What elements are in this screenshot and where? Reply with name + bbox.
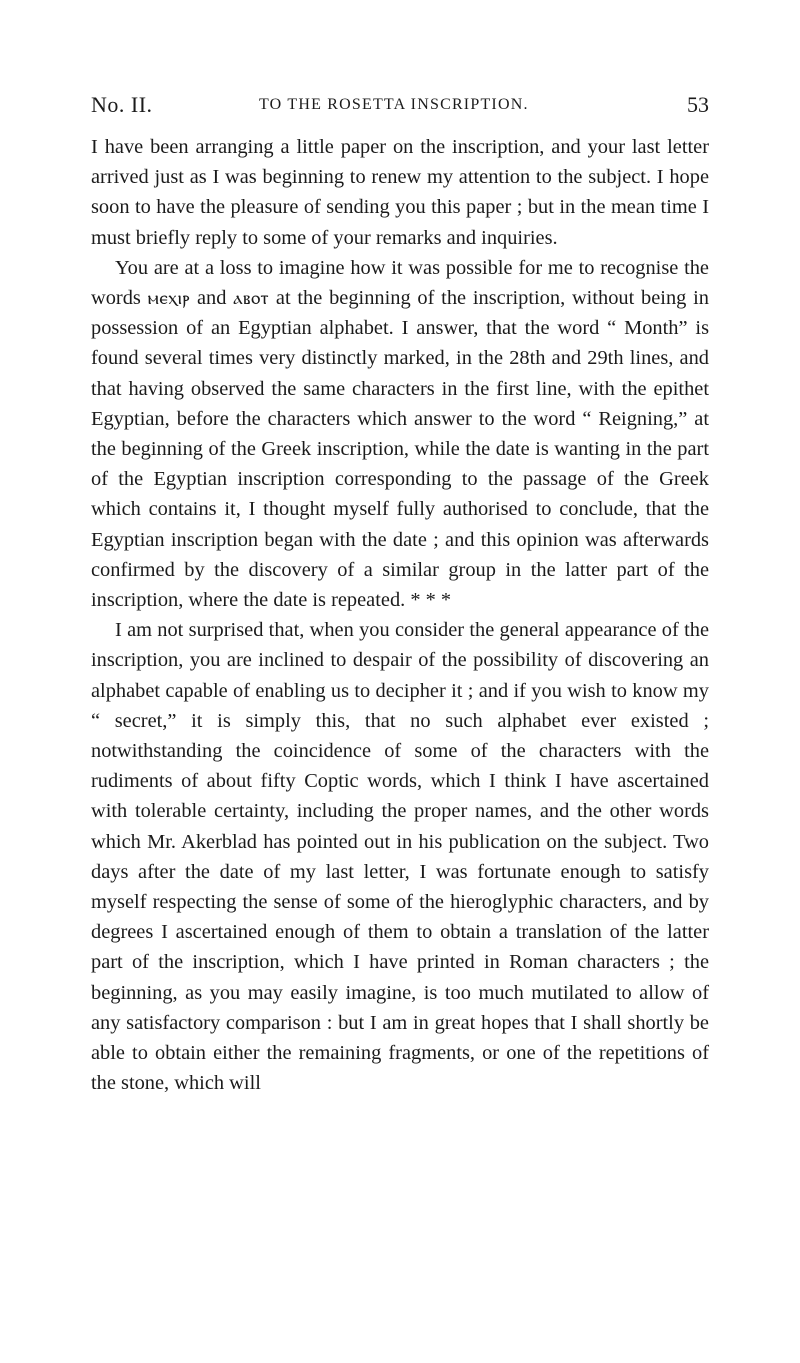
paragraph-2-continuation: at the beginning of the inscription, without being in possession of an Egyptian alphabet. I answer, that the word “ Month” is found several times very distinctly marked, in the 28th and 29th lines, and that having observed the same characters in the first line, with the epithet Egyptian, before the characters which answer to the word “ Reigning,” at the beginning of the Greek inscription, while the date is wanting in the part of the Egyptian inscription corresponding to the passage of the Greek which contains it, I thought myself fully authorised to conclude, that the Egyptian inscription began with the date ; and this opinion was afterwards confirmed by the discovery of a similar group in the latter part of the inscription, where the date is repeated. * * * (91, 287, 709, 612)
paragraph-2-conjunction: and (196, 287, 227, 310)
paragraph-1: I have been arranging a little paper on the inscription, and your last letter arrived just as I was beginning to renew my attention to the subject. I hope soon to have the pleasure of sending you this paper ; but in the mean time I must briefly reply to some of your remarks and inquiries. (91, 136, 709, 249)
running-head (91, 92, 709, 126)
running-title: TO THE ROSETTA INSCRIPTION. (259, 96, 529, 113)
page-number: 53 (687, 92, 709, 117)
section-number: No. II. (91, 92, 153, 117)
body-text (91, 132, 709, 1099)
coptic-word-abot: ⲁⲃⲟⲧ (233, 287, 270, 310)
paragraph-3: I am not surprised that, when you consider the general appearance of the inscription, you are inclined to despair of the possibility of discovering an alphabet capable of enabling us to decipher it ; and if you wish to know my “ secret,” it is simply this, that no such alphabet ever existed ; notwithstanding the coincidence of some of the characters with the rudiments of about fifty Coptic words, which I think I have ascertained with tolerable certainty, including the proper names, and the other words which Mr. Akerblad has pointed out in his publication on the subject. Two days after the date of my last letter, I was fortunate enough to satisfy myself respecting the sense of some of the hieroglyphic characters, and by degrees I ascertained enough of them to obtain a translation of the latter part of the inscription, which I have printed in Roman characters ; the beginning, as you may easily imagine, is too much mutilated to allow of any satisfactory comparison : but I am in great hopes that I shall shortly be able to obtain either the remaining fragments, or one of the repetitions of the stone, which will (91, 619, 709, 1095)
paragraph-2-opening: You are at a loss to imagine how it was possible for me to recognise the words (91, 256, 709, 310)
paragraph-2 (91, 253, 709, 615)
book-page (91, 92, 709, 1099)
coptic-word-mechir: ⲙⲉⲭⲓⲣ (147, 287, 191, 310)
